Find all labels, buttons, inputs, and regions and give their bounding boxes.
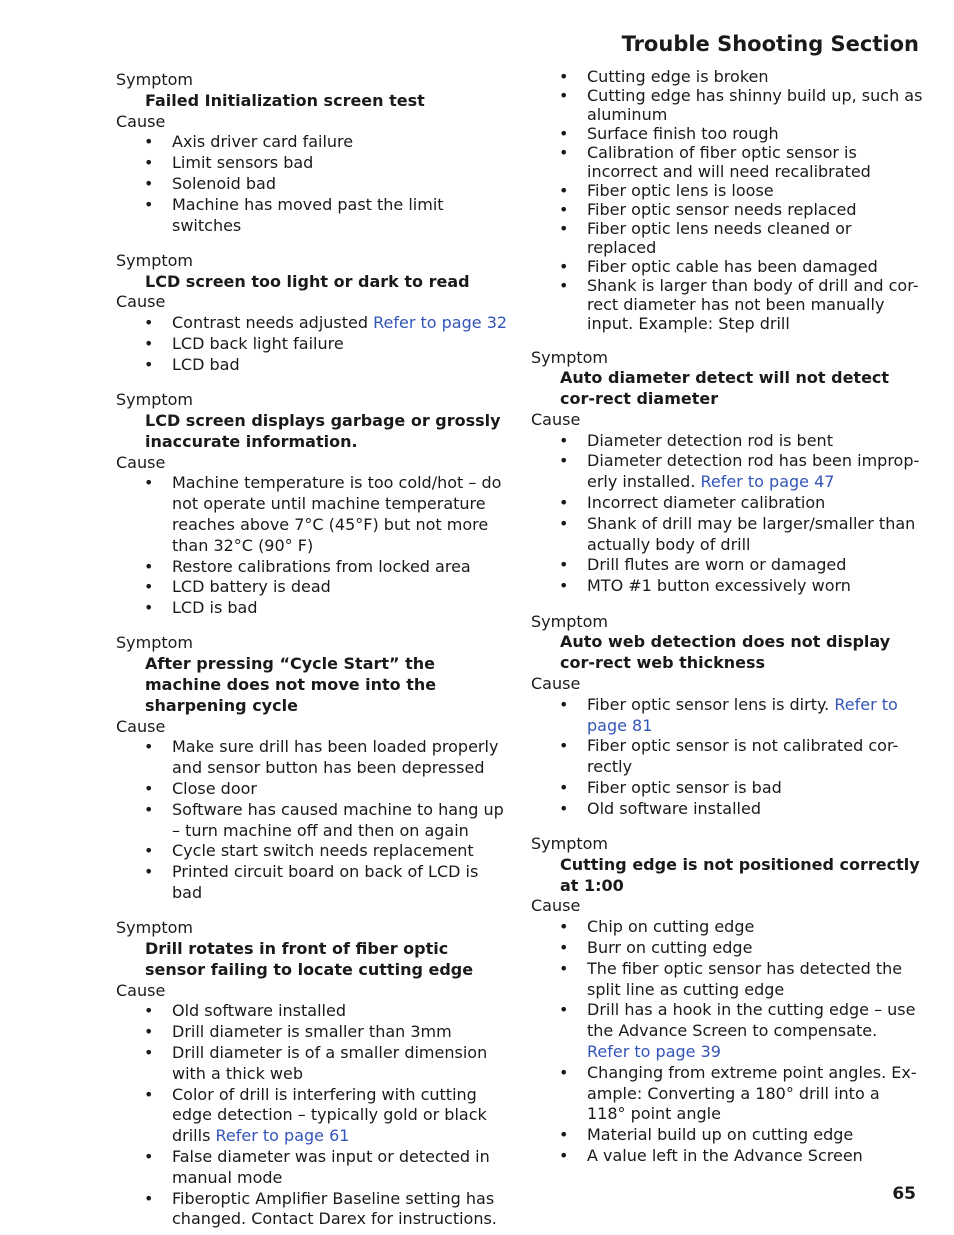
cause-item: [116, 598, 508, 619]
cause-item: [116, 355, 508, 376]
cause-text: Machine temperature is too cold/hot – do not operate until machine temperature reaches above 7°C (45°F) but not more than 32°C (90° F): [172, 473, 502, 555]
cause-text: Make sure drill has been loaded properly and sensor button has been depressed: [172, 737, 499, 778]
cause-item: [531, 181, 923, 200]
cause-list: [531, 695, 923, 820]
cause-text: Cycle start switch needs replacement: [172, 841, 474, 861]
continued-cause-list: [531, 67, 923, 333]
page-reference-link[interactable]: Refer to page 61: [215, 1126, 350, 1146]
symptom-block: [116, 633, 508, 903]
cause-list: [116, 313, 508, 375]
symptom-heading: Auto web detection does not display cor-rect web thickness: [560, 632, 891, 673]
cause-text: A value left in the Advance Screen: [587, 1145, 863, 1165]
symptom-heading: LCD screen too light or dark to read: [145, 271, 470, 291]
right-column: [531, 67, 923, 1167]
cause-text: Chip on cutting edge: [587, 917, 755, 937]
symptom-label: Symptom: [531, 347, 609, 367]
cause-item: [531, 200, 923, 219]
cause-text: Fiber optic lens needs cleaned or replaced: [587, 219, 852, 257]
cause-item: [116, 195, 508, 237]
cause-label: Cause: [531, 673, 581, 693]
cause-text: Calibration of fiber optic sensor is incorrect and will need recalibrated: [587, 143, 871, 181]
cause-list: [531, 431, 923, 597]
symptom-heading: Cutting edge is not positioned correctly at 1:00: [560, 854, 920, 895]
symptom-block: [531, 834, 923, 1167]
cause-list: [116, 473, 508, 619]
cause-item: [531, 493, 923, 514]
cause-item: [116, 779, 508, 800]
page-reference-link[interactable]: Refer to page 81: [587, 694, 898, 735]
cause-item: [531, 736, 923, 778]
cause-item: [116, 153, 508, 174]
page-reference-link[interactable]: Refer to page 39: [587, 1042, 721, 1061]
cause-item: [531, 555, 923, 576]
cause-text: Fiber optic cable has been damaged: [587, 257, 878, 276]
cause-item: [531, 1063, 923, 1125]
cause-text: Surface finish too rough: [587, 124, 779, 143]
cause-item: [116, 841, 508, 862]
cause-label: Cause: [531, 896, 581, 916]
cause-text: Changing from extreme point angles. Ex-ample: Converting a 180° drill into a 118° point angle: [587, 1062, 917, 1124]
cause-item: [531, 576, 923, 597]
cause-item: [116, 473, 508, 556]
cause-text: Drill diameter is smaller than 3mm: [172, 1022, 452, 1042]
cause-text: The fiber optic sensor has detected the split line as cutting edge: [587, 958, 903, 999]
cause-item: [116, 557, 508, 578]
cause-item: [531, 276, 923, 333]
cause-item: [531, 799, 923, 820]
cause-text: Fiber optic sensor needs replaced: [587, 200, 857, 219]
cause-text: Machine has moved past the limit switches: [172, 194, 444, 235]
cause-item: [531, 143, 923, 181]
cause-item: [116, 800, 508, 842]
cause-text: Color of drill is interfering with cutting edge detection – typically gold or black drills: [172, 1084, 487, 1146]
cause-list: [116, 132, 508, 236]
symptom-block: [116, 251, 508, 376]
cause-label: Cause: [116, 716, 166, 736]
cause-item: [116, 174, 508, 195]
cause-label: Cause: [116, 452, 166, 472]
cause-text: Diameter detection rod is bent: [587, 430, 833, 450]
symptom-block: [116, 390, 508, 619]
cause-item: [531, 1125, 923, 1146]
cause-label: Cause: [116, 980, 166, 1000]
cause-text: Software has caused machine to hang up – turn machine off and then on again: [172, 799, 504, 840]
cause-item: [531, 917, 923, 938]
symptom-label: Symptom: [116, 918, 194, 938]
symptom-label: Symptom: [116, 250, 194, 270]
cause-text: Burr on cutting edge: [587, 938, 753, 958]
cause-text: False diameter was input or detected in manual mode: [172, 1147, 490, 1187]
cause-text: MTO #1 button excessively worn: [587, 576, 851, 596]
cause-text: Drill flutes are worn or damaged: [587, 555, 847, 575]
cause-text: Fiber optic sensor lens is dirty.: [587, 694, 830, 714]
cause-item: [531, 778, 923, 799]
symptom-block: [116, 70, 508, 236]
symptom-block: [116, 918, 508, 1230]
cause-text: LCD battery is dead: [172, 577, 331, 597]
cause-text: Material build up on cutting edge: [587, 1125, 854, 1145]
cause-item: [531, 219, 923, 257]
cause-text: Limit sensors bad: [172, 153, 314, 173]
cause-item: [531, 938, 923, 959]
cause-text: Close door: [172, 779, 257, 798]
cause-item: [531, 257, 923, 276]
cause-item: [116, 862, 508, 904]
cause-label: Cause: [116, 111, 166, 131]
cause-list: [116, 737, 508, 903]
cause-text: Shank is larger than body of drill and cor-rect diameter has not been manually input. Example: Step drill: [587, 276, 919, 333]
symptom-label: Symptom: [116, 70, 194, 89]
cause-text: Incorrect diameter calibration: [587, 493, 826, 513]
symptom-label: Symptom: [116, 633, 194, 653]
left-column: [116, 70, 508, 1230]
cause-text: Old software installed: [172, 1001, 346, 1021]
cause-text: Drill diameter is of a smaller dimension with a thick web: [172, 1043, 488, 1083]
cause-item: [531, 124, 923, 143]
cause-text: Fiber optic sensor is bad: [587, 777, 782, 797]
cause-item: [531, 86, 923, 124]
cause-text: Fiberoptic Amplifier Baseline setting has changed. Contact Darex for instructions.: [172, 1188, 497, 1229]
cause-text: Fiber optic lens is loose: [587, 181, 774, 200]
symptom-heading: After pressing “Cycle Start” the machine does not move into the sharpening cycle: [145, 654, 437, 715]
cause-item: [116, 334, 508, 355]
cause-label: Cause: [531, 409, 581, 429]
cause-text: Cutting edge is broken: [587, 67, 769, 86]
cause-item: [116, 132, 508, 153]
cause-text: Solenoid bad: [172, 173, 276, 193]
page-reference-link[interactable]: Refer to page 32: [373, 313, 508, 333]
cause-item: [116, 1043, 508, 1085]
cause-item: [116, 1085, 508, 1147]
cause-item: [531, 695, 923, 737]
cause-text: Contrast needs adjusted: [172, 313, 369, 333]
symptom-label: Symptom: [116, 390, 194, 410]
symptom-heading: Drill rotates in front of fiber optic sensor failing to locate cutting edge: [145, 939, 474, 979]
cause-label: Cause: [116, 292, 166, 312]
cause-text: LCD bad: [172, 354, 240, 374]
page-reference-link[interactable]: Refer to page 47: [700, 472, 835, 492]
cause-item: [116, 737, 508, 779]
cause-item: [116, 577, 508, 598]
cause-item: [531, 1000, 923, 1062]
cause-item: [531, 959, 923, 1001]
cause-item: [531, 67, 923, 86]
cause-item: [531, 514, 923, 556]
cause-item: [531, 1146, 923, 1167]
cause-text: Restore calibrations from locked area: [172, 556, 471, 576]
cause-text: Shank of drill may be larger/smaller than actually body of drill: [587, 513, 916, 554]
cause-item: [116, 1001, 508, 1022]
page-title: Trouble Shooting Section: [621, 32, 919, 56]
cause-text: Cutting edge has shinny build up, such as aluminum: [587, 86, 923, 124]
symptom-heading: Failed Initialization screen test: [145, 90, 425, 110]
cause-item: [116, 1189, 508, 1231]
cause-text: Printed circuit board on back of LCD is bad: [172, 862, 479, 902]
symptom-heading: Auto diameter detect will not detect cor-rect diameter: [560, 368, 890, 409]
symptom-block: [531, 612, 923, 820]
cause-item: [116, 1147, 508, 1189]
cause-item: [531, 451, 923, 493]
cause-text: Diameter detection rod has been improp-erly installed.: [587, 451, 920, 492]
symptom-label: Symptom: [531, 611, 609, 631]
cause-item: [116, 313, 508, 334]
page-number: 65: [892, 1184, 916, 1204]
symptom-block: [531, 348, 923, 598]
cause-text: Fiber optic sensor is not calibrated cor-rectly: [587, 736, 899, 777]
cause-item: [116, 1022, 508, 1043]
cause-list: [531, 917, 923, 1167]
cause-text: LCD is bad: [172, 598, 258, 618]
cause-text: Old software installed: [587, 798, 761, 818]
symptom-label: Symptom: [531, 834, 609, 854]
cause-item: [531, 431, 923, 452]
cause-text: Drill has a hook in the cutting edge – use the Advance Screen to compensate.: [587, 1000, 916, 1041]
cause-list: [116, 1001, 508, 1230]
symptom-heading: LCD screen displays garbage or grossly inaccurate information.: [145, 410, 501, 451]
cause-text: Axis driver card failure: [172, 132, 354, 152]
cause-text: LCD back light failure: [172, 334, 344, 354]
